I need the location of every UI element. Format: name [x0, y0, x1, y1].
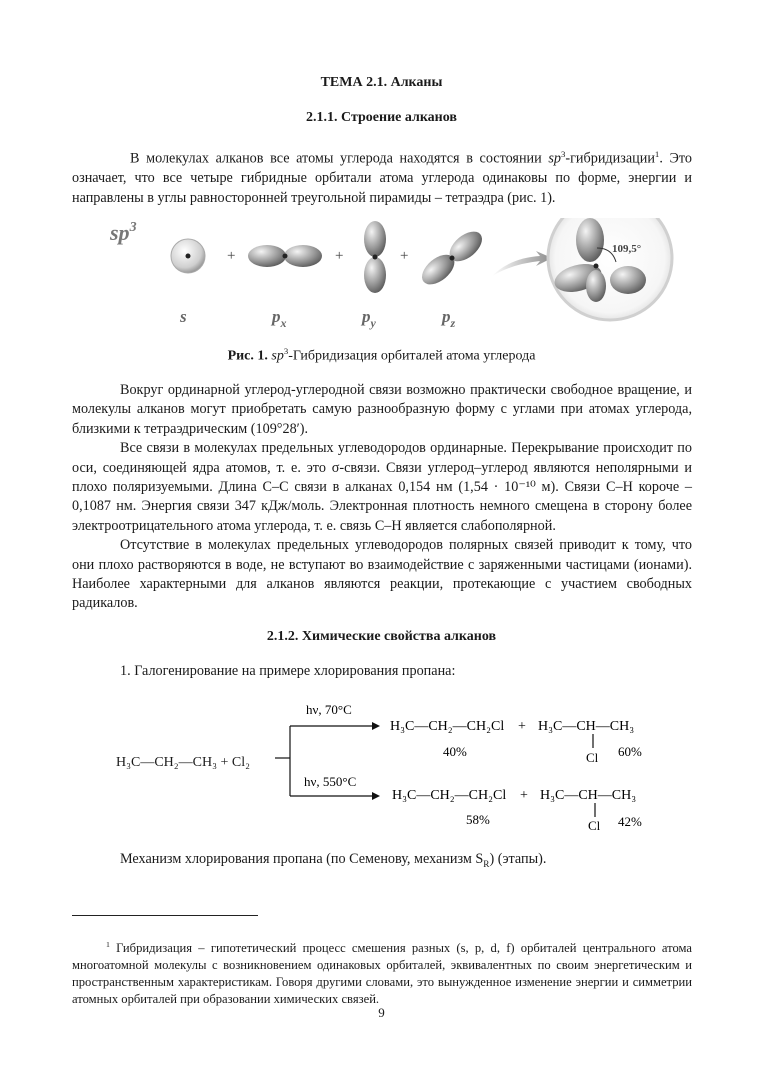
topic-title: ТЕМА 2.1. Алканы [320, 75, 443, 90]
plus-b: + [520, 788, 528, 803]
condition-70: hν, 70°C [306, 702, 352, 717]
label-px: $p_x$ [272, 307, 287, 330]
s-nucleus [186, 254, 191, 259]
py-orbital [364, 221, 386, 293]
sp3-orbital-result [548, 218, 672, 320]
label-py: $p_y$ [362, 307, 376, 330]
px-orbital [248, 245, 322, 267]
yield-40: 40% [443, 744, 467, 759]
pz-orbital [417, 226, 488, 290]
plus-3: + [400, 248, 409, 264]
intro-text-1: В молекулах алканов все атомы углерода находятся в состоянии [130, 150, 549, 167]
sp3-label: $sp^3$ [110, 220, 137, 245]
footnote [72, 936, 692, 1008]
figure-caption: Рис. 1. $sp^3$-Гибридизация орбиталей атома углерода [227, 346, 536, 364]
label-s: s [180, 307, 187, 326]
intro-text-2: -гибридизации [565, 150, 655, 167]
chlorination-scheme [110, 696, 670, 836]
paragraph-rotation: Вокруг ординарной углерод-углеродной связи возможно практически свободное вращение, и молекулы алканов могут приобретать самую разнообразную форму с углами при атомах углерода, близкими к тетраэдрическим (109°28′). [72, 382, 692, 437]
product-1-branched: H₃C—CH—CH₃ [538, 719, 635, 734]
condition-550: hν, 550°C [304, 774, 357, 789]
product-2-linear: H₃C—CH₂—CH₂Cl [392, 788, 507, 803]
arrow-head-2 [372, 792, 380, 800]
product-1-linear: H₃C—CH₂—CH₂Cl [390, 719, 505, 734]
mechanism-text: Механизм хлорирования пропана (по Семенову, механизм $S_R$) (этапы). [120, 851, 547, 869]
cl-1: Cl [586, 750, 599, 765]
intro-sp: sp [548, 150, 561, 167]
paragraph-polarity: Отсутствие в молекулах предельных углеводородов полярных связей приводит к тому, что они плохо растворяются в воде, не вступают во взаимодействие с заряженными частицами (ионами). Наиболее характерными для алканов являются реакции, протекающие с участием свободных радикалов. [72, 537, 692, 612]
footnote-text: Гибридизация – гипотетический процесс смешения разных (s, p, d, f) орбиталей центрального атома многоатомной молекулы с возникновением одинаковых орбиталей, эквивалентных по своим энергетическим и пространственным характеристикам. Говоря другими словами, это вынужденное изменение энергии и симметрии атомных орбиталей при образовании химических связей. [72, 941, 692, 1007]
hybridization-figure [100, 218, 680, 348]
cl-2: Cl [588, 818, 601, 833]
plus-a: + [518, 719, 526, 734]
footnote-number: 1 [106, 940, 110, 949]
yield-42: 42% [618, 814, 642, 829]
transition-arrow [492, 251, 552, 276]
plus-2: + [335, 248, 344, 264]
yield-58: 58% [466, 812, 490, 827]
section-title-properties: 2.1.2. Химические свойства алканов [266, 629, 497, 644]
product-2-branched: H₃C—CH—CH₃ [540, 788, 637, 803]
footnote-ref[interactable]: 1 [654, 149, 660, 159]
yield-60: 60% [618, 744, 642, 759]
intro-paragraph [72, 145, 692, 208]
body-paragraphs [72, 381, 692, 614]
reactants: H₃C—CH₂—CH₃ + Cl₂ [116, 755, 250, 770]
list-item-halogenation: 1. Галогенирование на примере хлорирования пропана: [120, 663, 456, 679]
plus-1: + [227, 248, 236, 264]
angle-label: 109,5° [612, 243, 642, 255]
label-pz: $p_z$ [442, 307, 456, 330]
intro-text-3: . Это означает, что все четыре гибридные орбитали атома углерода одинаковы по форме, энергии и направлены в углы равносторонней треугольной пирамиды – тетраэдра (рис. 1). [72, 150, 692, 206]
section-title-structure: 2.1.1. Строение алканов [306, 110, 457, 125]
footnote-divider [72, 915, 258, 916]
arrow-head-1 [372, 722, 380, 730]
paragraph-bonds: Все связи в молекулах предельных углеводородов ординарные. Перекрывание происходит по оси, соединяющей ядра атомов, т. е. это σ-связи. Связи углерод–углерод являются неполярными и плохо поляризуемыми. Длина С–С связи в алканах 0,154 нм (1,54 · 10⁻¹⁰ м). Связи С–Н короче – 0,1087 нм. Энергия связи 347 кДж/моль. Электронная плотность немного смещена в сторону более электроотрицательного атома углерода, т. е. связь С–Н является слабополярной. [72, 440, 692, 534]
page-number: 9 [378, 1005, 385, 1020]
intro-sp-sup: 3 [560, 149, 566, 159]
